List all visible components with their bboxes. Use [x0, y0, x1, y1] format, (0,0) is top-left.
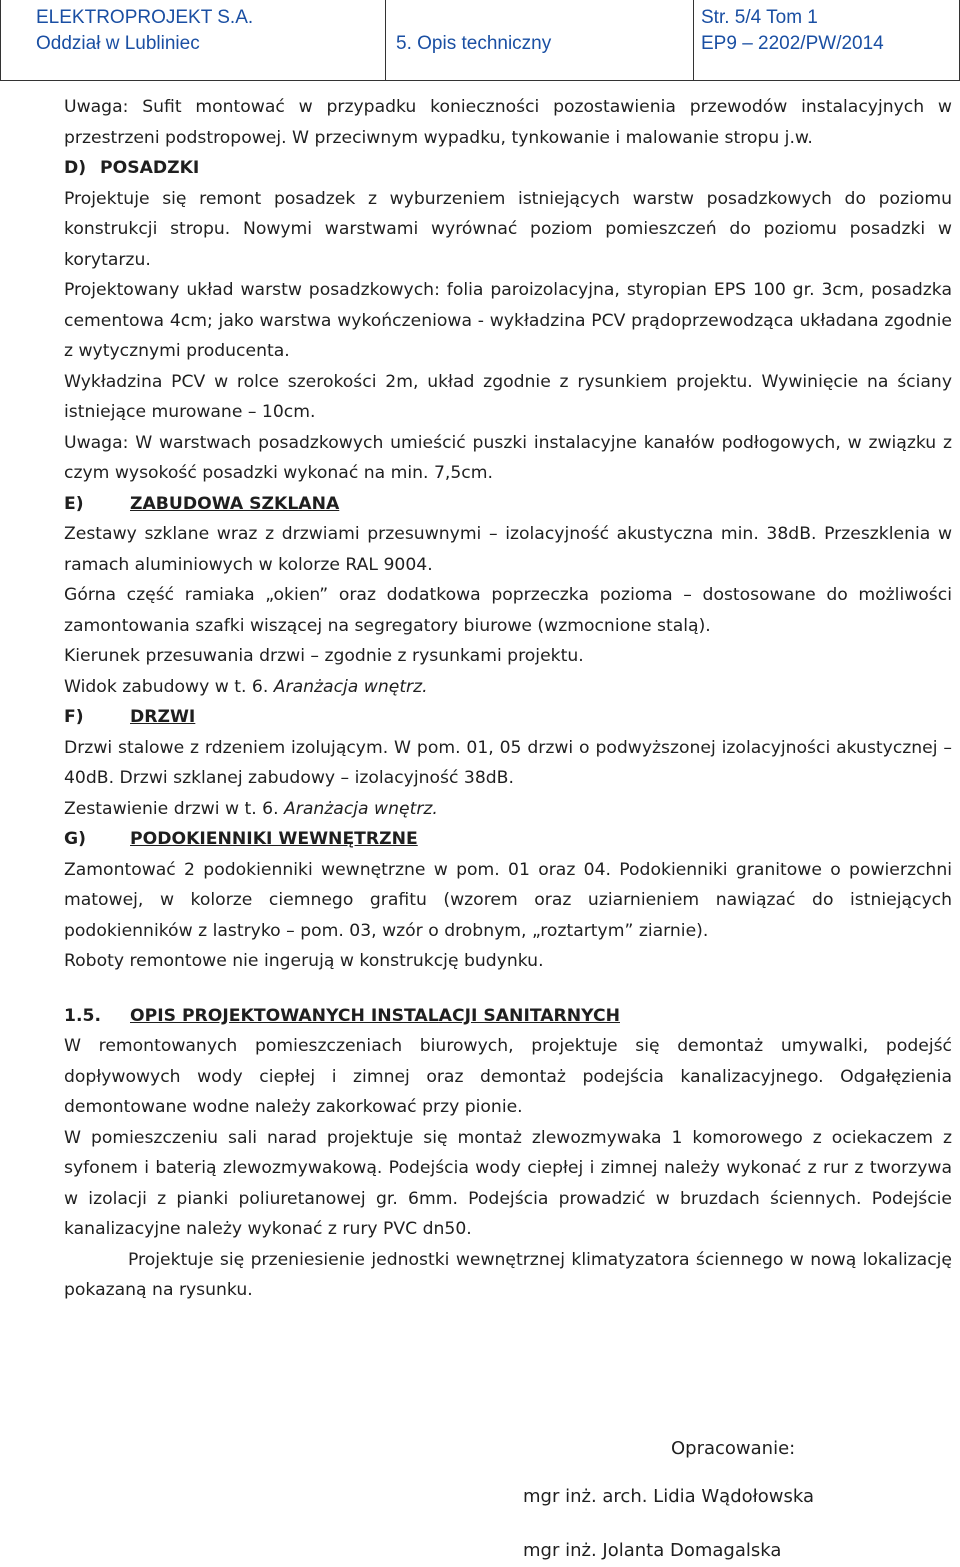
section-label: D) — [64, 158, 87, 178]
section-d-heading — [64, 153, 952, 184]
header-branch: Oddział w Lubliniec — [36, 33, 200, 54]
section-f-paragraph: Drzwi stalowe z rdzeniem izolującym. W pom. 01, 05 drzwi o podwyższonej izolacyjności akustycznej – 40dB. Drzwi szklanej zabudowy – izolacyjność 38dB. — [64, 737, 952, 788]
section-label: 1.5. — [64, 1005, 101, 1026]
document-body — [64, 92, 952, 1306]
section-e-heading — [64, 489, 952, 520]
page-header — [0, 0, 960, 81]
signature-label: Opracowanie: — [671, 1438, 796, 1459]
header-page-cell — [701, 0, 951, 80]
text-run-italic: Aranżacja wnętrz. — [273, 676, 428, 697]
header-page: Str. 5/4 Tom 1 — [701, 7, 818, 28]
section-15-heading — [64, 1001, 952, 1032]
section-title: DRZWI — [130, 707, 196, 727]
section-d-paragraph: Uwaga: W warstwach posadzkowych umieścić puszki instalacyjne kanałów podłogowych, w związku z czym wysokość posadzki wykonać na min. 7,5cm. — [64, 432, 952, 483]
text-run: Zestawienie drzwi w t. 6. — [64, 798, 285, 819]
section-e-paragraph: Kierunek przesuwania drzwi – zgodnie z rysunkami projektu. — [64, 646, 584, 666]
signature-person: mgr inż. Jolanta Domagalska — [523, 1540, 782, 1561]
section-title: ZABUDOWA SZKLANA — [130, 493, 340, 514]
section-f-paragraph — [64, 794, 952, 825]
section-label: E) — [64, 493, 84, 514]
section-e-paragraph: Górna część ramiaka „okien” oraz dodatkowa poprzeczka pozioma – dostosowane do możliwości zamontowania szafki wiszącej na segregatory biurowe (wzmocnione stalą). — [64, 585, 952, 636]
section-g-paragraph: Zamontować 2 podokienniki wewnętrzne w pom. 01 oraz 04. Podokienniki granitowe o powierzchni matowej, w kolorze ciemnego grafitu (wzorem oraz uziarnieniem nawiązać do istniejących podokienników z lastryko – pom. 03, wzór o drobnym, „roztartym” ziarnie). — [64, 859, 952, 941]
section-15-paragraph: Projektuje się przeniesienie jednostki wewnętrznej klimatyzatora ściennego w nową lokalizację pokazaną na rysunku. — [64, 1249, 952, 1300]
header-company: ELEKTROPROJEKT S.A. — [36, 7, 254, 28]
signature-person: mgr inż. arch. Lidia Wądołowska — [523, 1486, 815, 1507]
section-e-paragraph — [64, 672, 952, 703]
header-code: EP9 – 2202/PW/2014 — [701, 33, 884, 54]
section-g-paragraph: Roboty remontowe nie ingerują w konstrukcję budynku. — [64, 951, 544, 971]
header-company-cell — [36, 0, 356, 80]
section-label: G) — [64, 829, 86, 849]
header-section: 5. Opis techniczny — [396, 33, 552, 54]
section-f-heading — [64, 702, 952, 733]
header-section-cell — [396, 0, 656, 80]
section-d-paragraph: Projektuje się remont posadzek z wyburzeniem istniejących warstw posadzkowych do poziomu konstrukcji stropu. Nowymi warstwami wyrównać poziom pomieszczeń do poziomu posadzki w korytarzu. — [64, 188, 952, 270]
text-run-italic: Aranżacja wnętrz. — [284, 798, 438, 819]
text-run: Widok zabudowy w t. 6. — [64, 676, 274, 697]
section-d-paragraph: Wykładzina PCV w rolce szerokości 2m, układ zgodnie z rysunkiem projektu. Wywinięcie na ściany istniejące murowane – 10cm. — [64, 371, 952, 422]
header-divider — [385, 0, 386, 80]
section-15-paragraph: W remontowanych pomieszczeniach biurowych, projektuje się demontaż umywalki, podejść dopływowych wody ciepłej i zimnej oraz demontaż podejścia kanalizacyjnego. Odgałęzienia demontowane wodne należy zakorkować przy pionie. — [64, 1036, 952, 1117]
section-e-paragraph: Zestawy szklane wraz z drzwiami przesuwnymi – izolacyjność akustyczna min. 38dB. Przeszklenia w ramach aluminiowych w kolorze RAL 9004. — [64, 524, 952, 575]
section-title: OPIS PROJEKTOWANYCH INSTALACJI SANITARNYCH — [130, 1005, 620, 1026]
header-divider — [693, 0, 694, 80]
section-15-paragraph: W pomieszczeniu sali narad projektuje się montaż zlewozmywaka 1 komorowego z ociekaczem z syfonem i baterią zlewozmywakową. Podejścia wody ciepłej i zimnej należy wykonać z rur z tworzywa w izolacji z pianki poliuretanowej gr. 6mm. Podejścia prowadzić w bruzdach ściennych. Podejście kanalizacyjne należy wykonać z rury PVC dn50. — [64, 1127, 952, 1239]
section-title: POSADZKI — [100, 158, 200, 178]
section-title: PODOKIENNIKI WEWNĘTRZNE — [130, 829, 418, 849]
section-d-paragraph: Projektowany układ warstw posadzkowych: folia paroizolacyjna, styropian EPS 100 gr. 3cm, posadzka cementowa 4cm; jako warstwa wykończeniowa - wykładzina PCV prądoprzewodząca układana zgodnie z wytycznymi producenta. — [64, 280, 952, 361]
section-label: F) — [64, 707, 84, 727]
note-ceiling: Uwaga: Sufit montować w przypadku konieczności pozostawienia przewodów instalacyjnych w przestrzeni podstropowej. W przeciwnym wypadku, tynkowanie i malowanie stropu j.w. — [64, 97, 952, 148]
section-g-heading — [64, 824, 952, 855]
